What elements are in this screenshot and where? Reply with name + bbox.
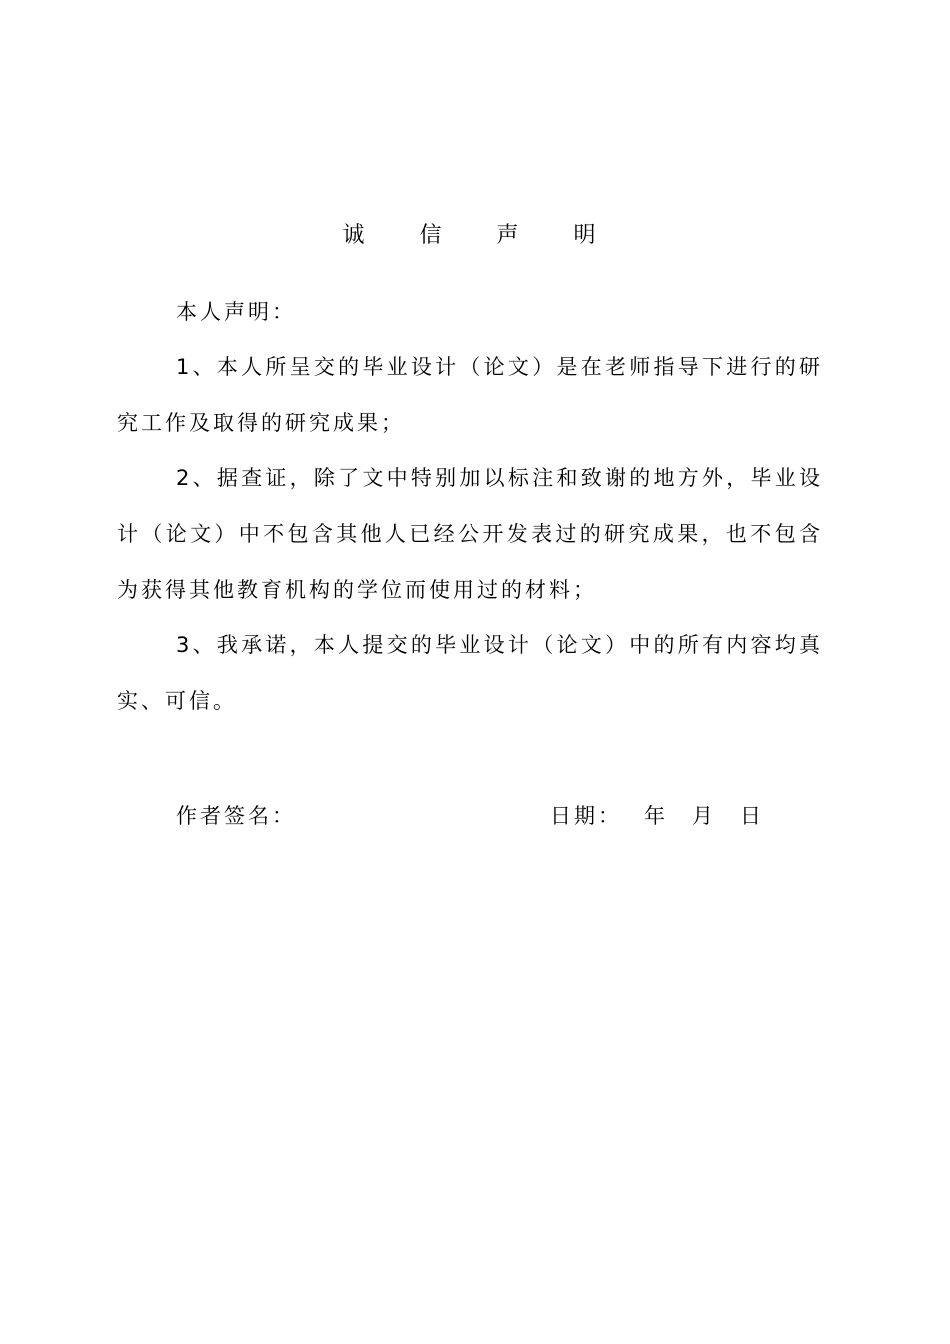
- date-day-label: 日: [740, 804, 764, 828]
- date-month-label: 月: [692, 804, 716, 828]
- intro-paragraph: 本人声明：: [176, 300, 296, 324]
- signature-row: [176, 796, 776, 836]
- page-title: 诚 信 声 明: [342, 223, 620, 248]
- date-year-label: 年: [644, 804, 668, 828]
- declaration-item-2: 2、据查证，除了文中特别加以标注和致谢的地方外，毕业设计（论文）中不包含其他人已经公开发表过的研究成果，也不包含为获得其他教育机构的学位而使用过的材料；: [117, 466, 823, 602]
- date-label: 日期：: [550, 804, 622, 828]
- declaration-item-1: 1、本人所呈交的毕业设计（论文）是在老师指导下进行的研究工作及取得的研究成果；: [117, 355, 823, 435]
- declaration-item-3: 3、我承诺，本人提交的毕业设计（论文）中的所有内容均真实、可信。: [117, 633, 823, 713]
- signature-label: 作者签名：: [176, 804, 296, 828]
